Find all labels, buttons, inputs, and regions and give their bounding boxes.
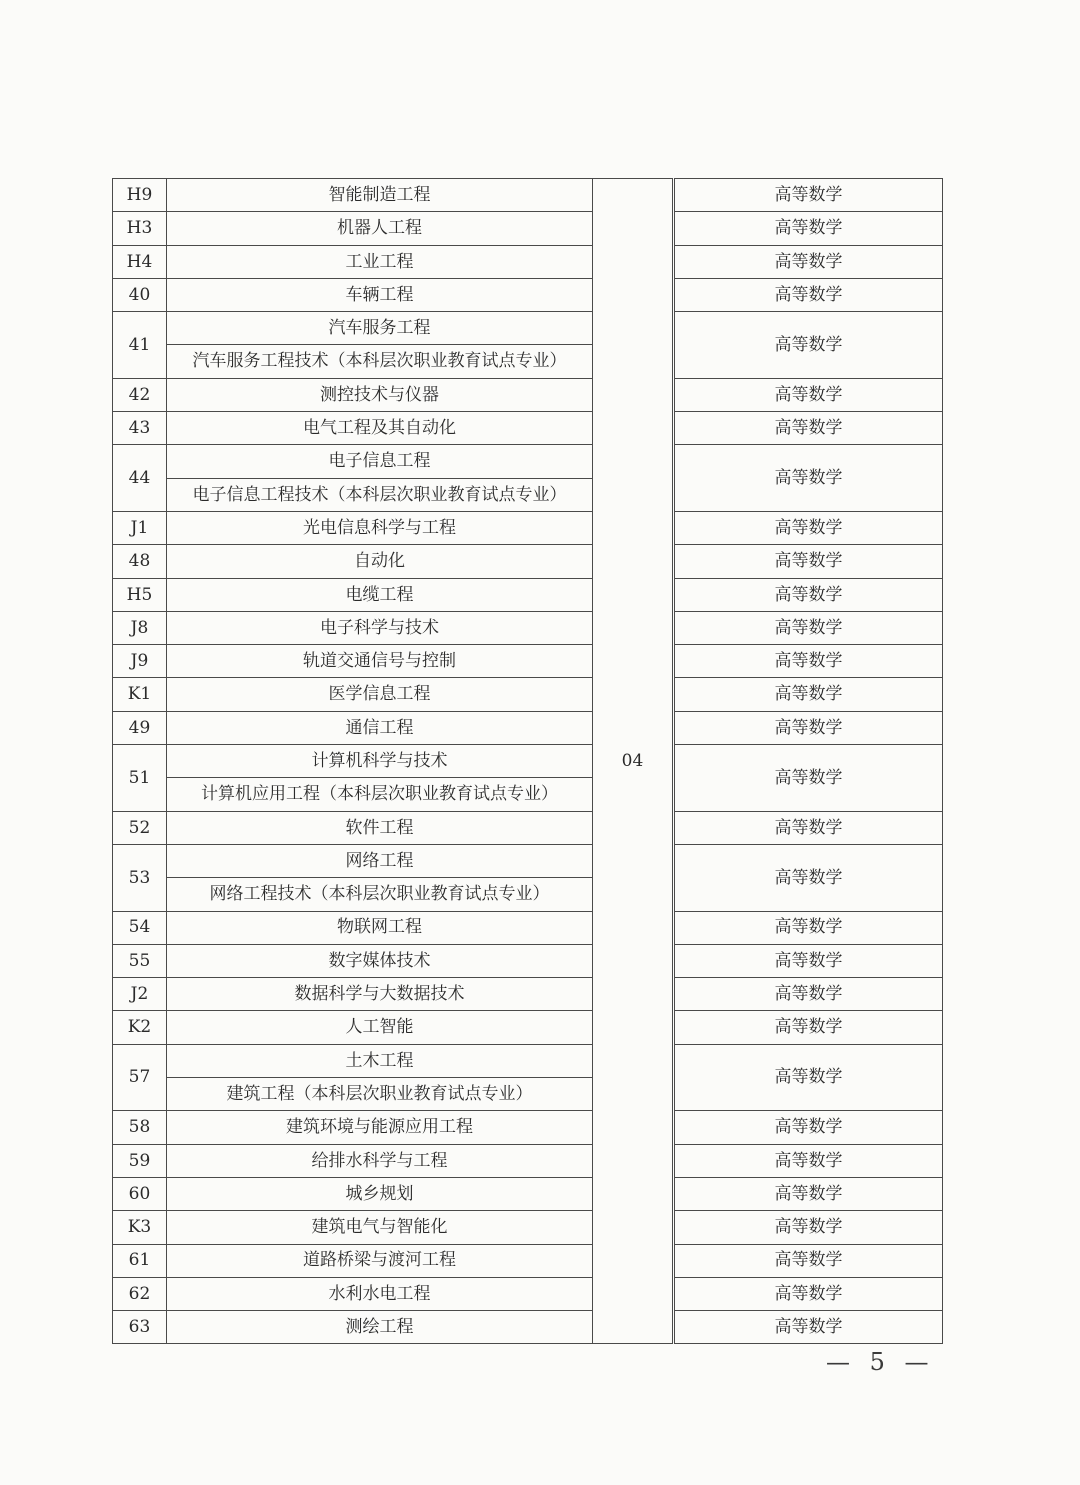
table-row bbox=[113, 278, 943, 311]
table-row bbox=[113, 179, 943, 212]
exam-subject-cell: 高等数学 bbox=[675, 844, 943, 911]
exam-subject-cell: 高等数学 bbox=[675, 1111, 943, 1144]
major-name-cell: 电缆工程 bbox=[167, 578, 593, 611]
exam-subject-cell: 高等数学 bbox=[675, 212, 943, 245]
major-name-cell: 建筑电气与智能化 bbox=[167, 1211, 593, 1244]
major-name-cell: 人工智能 bbox=[167, 1011, 593, 1044]
table-row bbox=[113, 844, 943, 877]
table-row bbox=[113, 611, 943, 644]
exam-subject-cell: 高等数学 bbox=[675, 1177, 943, 1210]
major-name-cell: 车辆工程 bbox=[167, 278, 593, 311]
table-body bbox=[113, 179, 943, 1344]
exam-subject-cell: 高等数学 bbox=[675, 678, 943, 711]
major-code-cell: 61 bbox=[113, 1244, 167, 1277]
major-name-cell: 道路桥梁与渡河工程 bbox=[167, 1244, 593, 1277]
major-name-cell: 测绘工程 bbox=[167, 1311, 593, 1344]
major-name-cell: 软件工程 bbox=[167, 811, 593, 844]
major-name-cell: 工业工程 bbox=[167, 245, 593, 278]
exam-subject-cell: 高等数学 bbox=[675, 611, 943, 644]
major-code-cell: J9 bbox=[113, 645, 167, 678]
major-name-cell: 医学信息工程 bbox=[167, 678, 593, 711]
major-code-cell: 52 bbox=[113, 811, 167, 844]
table-row bbox=[113, 811, 943, 844]
major-code-cell: 44 bbox=[113, 445, 167, 512]
major-name-cell: 建筑环境与能源应用工程 bbox=[167, 1111, 593, 1144]
table-row bbox=[113, 1177, 943, 1210]
exam-subject-cell: 高等数学 bbox=[675, 745, 943, 812]
major-code-cell: 42 bbox=[113, 378, 167, 411]
major-name-cell: 通信工程 bbox=[167, 711, 593, 744]
major-name-cell: 汽车服务工程 bbox=[167, 312, 593, 345]
table-row bbox=[113, 1311, 943, 1344]
major-name-cell: 网络工程 bbox=[167, 844, 593, 877]
major-name-cell: 电气工程及其自动化 bbox=[167, 412, 593, 445]
major-code-cell: 60 bbox=[113, 1177, 167, 1210]
major-code-cell: 43 bbox=[113, 412, 167, 445]
major-code-cell: 51 bbox=[113, 745, 167, 812]
major-code-cell: 59 bbox=[113, 1144, 167, 1177]
exam-subject-cell: 高等数学 bbox=[675, 545, 943, 578]
major-name-cell: 给排水科学与工程 bbox=[167, 1144, 593, 1177]
exam-subject-cell: 高等数学 bbox=[675, 1211, 943, 1244]
major-code-cell: 48 bbox=[113, 545, 167, 578]
major-code-cell: 62 bbox=[113, 1277, 167, 1310]
major-name-cell: 电子信息工程 bbox=[167, 445, 593, 478]
table-row bbox=[113, 1211, 943, 1244]
major-code-cell: H4 bbox=[113, 245, 167, 278]
table-row bbox=[113, 578, 943, 611]
table-row bbox=[113, 312, 943, 345]
exam-subject-cell: 高等数学 bbox=[675, 711, 943, 744]
major-name-cell: 水利水电工程 bbox=[167, 1277, 593, 1310]
major-code-cell: 40 bbox=[113, 278, 167, 311]
major-code-cell: K3 bbox=[113, 1211, 167, 1244]
major-code-cell: 54 bbox=[113, 911, 167, 944]
exam-subject-cell: 高等数学 bbox=[675, 811, 943, 844]
major-code-cell: J2 bbox=[113, 978, 167, 1011]
major-name-cell: 电子信息工程技术（本科层次职业教育试点专业） bbox=[167, 478, 593, 511]
major-code-cell: H9 bbox=[113, 179, 167, 212]
exam-subject-cell: 高等数学 bbox=[675, 978, 943, 1011]
major-name-cell: 汽车服务工程技术（本科层次职业教育试点专业） bbox=[167, 345, 593, 378]
table-row bbox=[113, 645, 943, 678]
exam-subject-cell: 高等数学 bbox=[675, 911, 943, 944]
major-code-cell: 58 bbox=[113, 1111, 167, 1144]
exam-subject-cell: 高等数学 bbox=[675, 944, 943, 977]
exam-subject-cell: 高等数学 bbox=[675, 179, 943, 212]
table-row bbox=[113, 445, 943, 478]
exam-subject-cell: 高等数学 bbox=[675, 1011, 943, 1044]
exam-subject-cell: 高等数学 bbox=[675, 1311, 943, 1344]
page-number: — 5 — bbox=[826, 1348, 935, 1376]
major-code-cell: H5 bbox=[113, 578, 167, 611]
major-name-cell: 网络工程技术（本科层次职业教育试点专业） bbox=[167, 878, 593, 911]
table-row bbox=[113, 678, 943, 711]
major-name-cell: 城乡规划 bbox=[167, 1177, 593, 1210]
exam-subject-cell: 高等数学 bbox=[675, 245, 943, 278]
group-code-cell: 04 bbox=[593, 179, 673, 1344]
table-row bbox=[113, 944, 943, 977]
major-name-cell: 轨道交通信号与控制 bbox=[167, 645, 593, 678]
exam-subject-cell: 高等数学 bbox=[675, 412, 943, 445]
exam-subject-cell: 高等数学 bbox=[675, 445, 943, 512]
table-row bbox=[113, 1277, 943, 1310]
major-name-cell: 智能制造工程 bbox=[167, 179, 593, 212]
table-row bbox=[113, 745, 943, 778]
table-row bbox=[113, 978, 943, 1011]
table-row bbox=[113, 1144, 943, 1177]
major-code-cell: K1 bbox=[113, 678, 167, 711]
major-code-cell: J8 bbox=[113, 611, 167, 644]
major-name-cell: 建筑工程（本科层次职业教育试点专业） bbox=[167, 1078, 593, 1111]
table-row bbox=[113, 1244, 943, 1277]
exam-subject-cell: 高等数学 bbox=[675, 1144, 943, 1177]
table-row bbox=[113, 1111, 943, 1144]
table-row bbox=[113, 911, 943, 944]
exam-subject-cell: 高等数学 bbox=[675, 278, 943, 311]
major-name-cell: 物联网工程 bbox=[167, 911, 593, 944]
table-row bbox=[113, 212, 943, 245]
major-code-cell: 53 bbox=[113, 844, 167, 911]
major-code-cell: 57 bbox=[113, 1044, 167, 1111]
major-name-cell: 测控技术与仪器 bbox=[167, 378, 593, 411]
exam-subject-cell: 高等数学 bbox=[675, 1044, 943, 1111]
table-row bbox=[113, 412, 943, 445]
major-name-cell: 自动化 bbox=[167, 545, 593, 578]
major-name-cell: 计算机应用工程（本科层次职业教育试点专业） bbox=[167, 778, 593, 811]
table-row bbox=[113, 511, 943, 544]
major-code-cell: K2 bbox=[113, 1011, 167, 1044]
major-code-cell: 55 bbox=[113, 944, 167, 977]
table-row bbox=[113, 1044, 943, 1077]
major-name-cell: 光电信息科学与工程 bbox=[167, 511, 593, 544]
major-name-cell: 土木工程 bbox=[167, 1044, 593, 1077]
exam-subject-cell: 高等数学 bbox=[675, 1244, 943, 1277]
exam-subject-cell: 高等数学 bbox=[675, 378, 943, 411]
major-name-cell: 机器人工程 bbox=[167, 212, 593, 245]
table-row bbox=[113, 1011, 943, 1044]
major-subject-table bbox=[112, 178, 943, 1344]
major-name-cell: 计算机科学与技术 bbox=[167, 745, 593, 778]
exam-subject-cell: 高等数学 bbox=[675, 511, 943, 544]
exam-subject-cell: 高等数学 bbox=[675, 312, 943, 379]
major-code-cell: 49 bbox=[113, 711, 167, 744]
major-code-cell: J1 bbox=[113, 511, 167, 544]
table-row bbox=[113, 378, 943, 411]
exam-subject-cell: 高等数学 bbox=[675, 645, 943, 678]
exam-subject-cell: 高等数学 bbox=[675, 578, 943, 611]
table-row bbox=[113, 245, 943, 278]
table-row bbox=[113, 711, 943, 744]
major-name-cell: 数字媒体技术 bbox=[167, 944, 593, 977]
major-code-cell: 41 bbox=[113, 312, 167, 379]
major-name-cell: 电子科学与技术 bbox=[167, 611, 593, 644]
exam-subject-cell: 高等数学 bbox=[675, 1277, 943, 1310]
major-code-cell: H3 bbox=[113, 212, 167, 245]
table-row bbox=[113, 545, 943, 578]
major-code-cell: 63 bbox=[113, 1311, 167, 1344]
major-name-cell: 数据科学与大数据技术 bbox=[167, 978, 593, 1011]
